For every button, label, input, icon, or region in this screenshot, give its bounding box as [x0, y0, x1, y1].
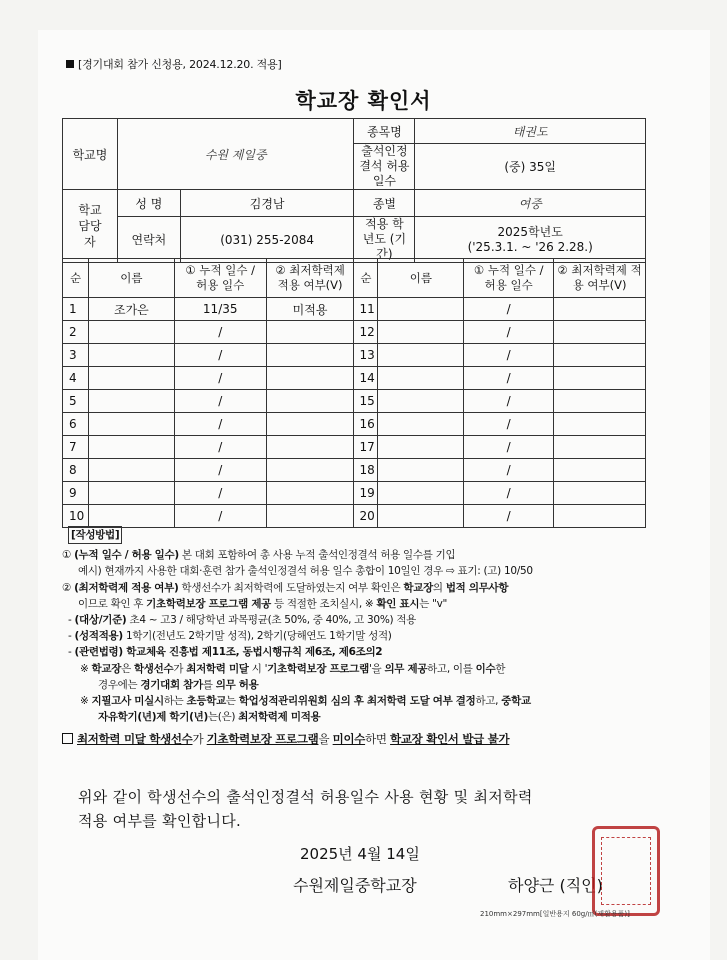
days-label: 출석인정결석 허용 일수 — [354, 144, 415, 190]
header-cumul-right: ① 누적 일수 / 허용 일수 — [464, 259, 554, 298]
student-name — [378, 390, 464, 413]
row-num: 17 — [354, 436, 378, 459]
table-row — [63, 321, 646, 344]
min-standard — [266, 482, 354, 505]
student-name — [378, 505, 464, 528]
row-num: 7 — [63, 436, 89, 459]
form-header-note — [66, 56, 282, 72]
table-row — [63, 482, 646, 505]
cumulative-days: / — [464, 436, 554, 459]
info-table — [62, 118, 646, 263]
cumulative-days: / — [174, 344, 266, 367]
row-num: 5 — [63, 390, 89, 413]
cumulative-days: 11/35 — [174, 298, 266, 321]
days-value: (중) 35일 — [415, 144, 646, 190]
cumulative-days: / — [464, 321, 554, 344]
method-line-5: - (대상/기준) 초4 ~ 고3 / 해당학년 과목평균(초 50%, 중 40%, 고 30%) 적용 — [68, 614, 417, 627]
student-name — [88, 413, 174, 436]
method-title: [작성방법] — [68, 526, 122, 544]
min-standard — [266, 459, 354, 482]
student-name — [378, 459, 464, 482]
cumulative-days: / — [464, 344, 554, 367]
confirmation-line-1: 위와 같이 학생선수의 출석인정결석 허용일수 사용 현황 및 최저학력 — [78, 788, 533, 806]
table-row — [63, 436, 646, 459]
student-name — [378, 482, 464, 505]
row-num: 9 — [63, 482, 89, 505]
min-standard — [266, 413, 354, 436]
year-value: 2025학년도 — [497, 224, 563, 239]
header-num-left: 순 — [63, 259, 89, 298]
contact-label: 연락처 — [117, 217, 180, 263]
cumulative-days: / — [464, 367, 554, 390]
cumulative-days: / — [174, 413, 266, 436]
row-num: 11 — [354, 298, 378, 321]
writing-method — [62, 526, 662, 748]
table-header-row — [63, 259, 646, 298]
table-row — [63, 505, 646, 528]
student-name — [378, 321, 464, 344]
header-note-text: [경기대회 참가 신청용, 2024.12.20. 적용] — [78, 58, 282, 71]
square-bullet-icon — [66, 60, 74, 68]
gender-label: 종별 — [354, 190, 415, 217]
min-standard — [266, 505, 354, 528]
gender-value: 여중 — [415, 190, 646, 217]
header-cumul-left: ① 누적 일수 / 허용 일수 — [174, 259, 266, 298]
official-seal-icon — [592, 826, 660, 916]
header-min-right: ② 최저학력제 적용 여부(V) — [554, 259, 646, 298]
student-name — [88, 344, 174, 367]
table-row — [63, 459, 646, 482]
header-min-left: ② 최저학력제 적용 여부(V) — [266, 259, 354, 298]
student-name — [378, 344, 464, 367]
table-row — [63, 367, 646, 390]
row-num: 18 — [354, 459, 378, 482]
min-standard — [266, 367, 354, 390]
cumulative-days: / — [174, 321, 266, 344]
name-value: 김경남 — [180, 190, 354, 217]
method-line-4: 이므로 확인 후 기초학력보장 프로그램 제공 등 적절한 조치실시, ※ 확인 표시는 "v" — [78, 597, 448, 610]
student-name — [88, 390, 174, 413]
row-num: 1 — [63, 298, 89, 321]
cumulative-days: / — [464, 298, 554, 321]
row-num: 15 — [354, 390, 378, 413]
min-standard — [554, 298, 646, 321]
row-num: 2 — [63, 321, 89, 344]
cumulative-days: / — [464, 459, 554, 482]
year-period: ('25.3.1. ~ '26 2.28.) — [467, 239, 593, 254]
principal-name: 하양근 (직인) — [508, 876, 603, 895]
row-num: 12 — [354, 321, 378, 344]
student-name — [88, 505, 174, 528]
min-standard — [266, 344, 354, 367]
method-warning: 최저학력 미달 학생선수가 기초학력보장 프로그램을 미이수하면 학교장 확인서 발급 불가 — [62, 731, 662, 747]
row-num: 16 — [354, 413, 378, 436]
student-name — [88, 459, 174, 482]
method-line-11: 자유학기(년)제 학기(년)는(은) 최저학력제 미적용 — [98, 711, 321, 724]
cumulative-days: / — [464, 505, 554, 528]
method-line-8: ※ 학교장은 학생선수가 최저학력 미달 시 '기초학력보장 프로그램'을 의무 제공하고, 이를 이수한 — [80, 662, 506, 675]
header-name-right: 이름 — [378, 259, 464, 298]
cumulative-days: / — [464, 482, 554, 505]
cumulative-days: / — [174, 505, 266, 528]
cumulative-days: / — [174, 459, 266, 482]
student-name — [378, 436, 464, 459]
cumulative-days: / — [174, 390, 266, 413]
min-standard: 미적용 — [266, 298, 354, 321]
min-standard — [266, 390, 354, 413]
min-standard — [554, 459, 646, 482]
table-row — [63, 344, 646, 367]
min-standard — [554, 321, 646, 344]
school-label: 학교명 — [63, 119, 118, 190]
student-table — [62, 258, 646, 528]
min-standard — [554, 390, 646, 413]
row-num: 10 — [63, 505, 89, 528]
paper-spec-footer: 210mm×297mm[일반용지 60g/㎡(재활용품)] — [480, 910, 630, 918]
row-num: 3 — [63, 344, 89, 367]
school-value: 수원 제일중 — [117, 119, 354, 190]
year-label: 적용 학년도 (기간) — [354, 217, 415, 263]
cumulative-days: / — [174, 436, 266, 459]
confirmation-line-2: 적용 여부를 확인합니다. — [78, 812, 242, 830]
year-cell — [415, 217, 646, 263]
document-title: 학교장 확인서 — [295, 89, 432, 113]
table-row — [63, 298, 646, 321]
confirmation-text — [78, 785, 533, 833]
header-name-left: 이름 — [88, 259, 174, 298]
staff-label: 학교 담당자 — [63, 190, 118, 263]
cumulative-days: / — [464, 413, 554, 436]
cumulative-days: / — [174, 367, 266, 390]
method-line-1: ① (누적 일수 / 허용 일수) 본 대회 포함하여 총 사용 누적 출석인정결석 허용 일수를 기입 — [62, 549, 456, 562]
method-line-3: ② (최저학력제 적용 여부) 학생선수가 최저학력에 도달하였는지 여부 확인은 학교장의 법적 의무사항 — [62, 581, 509, 594]
school-principal-title: 수원제일중학교장 — [293, 876, 417, 895]
min-standard — [554, 344, 646, 367]
student-name — [378, 413, 464, 436]
row-num: 8 — [63, 459, 89, 482]
row-num: 6 — [63, 413, 89, 436]
event-label: 종목명 — [354, 119, 415, 144]
student-name — [88, 367, 174, 390]
cumulative-days: / — [464, 390, 554, 413]
min-standard — [554, 367, 646, 390]
student-name: 조가은 — [88, 298, 174, 321]
table-row — [63, 390, 646, 413]
student-name — [88, 436, 174, 459]
warning-box-icon — [62, 733, 73, 744]
row-num: 20 — [354, 505, 378, 528]
name-label: 성 명 — [117, 190, 180, 217]
event-value: 태권도 — [415, 119, 646, 144]
min-standard — [554, 482, 646, 505]
min-standard — [554, 436, 646, 459]
student-name — [378, 298, 464, 321]
min-standard — [554, 505, 646, 528]
method-line-10: ※ 지필고사 미실시하는 초등학교는 학업성적관리위원회 심의 후 최저학력 도달 여부 결정하고, 중학교 — [80, 695, 531, 708]
method-line-6: - (성적적용) 1학기(전년도 2학기말 성적), 2학기(당해연도 1학기말 성적) — [68, 630, 392, 643]
table-row — [63, 413, 646, 436]
row-num: 19 — [354, 482, 378, 505]
student-name — [88, 482, 174, 505]
issue-date: 2025년 4월 14일 — [300, 845, 420, 863]
method-line-2: 예시) 현재까지 사용한 대회·훈련 참가 출석인정결석 허용 일수 총합이 10일인 경우 ⇨ 표기: (고) 10/50 — [78, 565, 533, 578]
method-line-7: - (관련법령) 학교체육 진흥법 제11조, 동법시행규칙 제6조, 제6조의2 — [68, 646, 383, 659]
student-name — [378, 367, 464, 390]
cumulative-days: / — [174, 482, 266, 505]
min-standard — [266, 321, 354, 344]
row-num: 13 — [354, 344, 378, 367]
row-num: 4 — [63, 367, 89, 390]
contact-value: (031) 255-2084 — [180, 217, 354, 263]
method-line-9: 경우에는 경기대회 참가를 의무 허용 — [98, 678, 259, 691]
min-standard — [554, 413, 646, 436]
min-standard — [266, 436, 354, 459]
student-name — [88, 321, 174, 344]
header-num-right: 순 — [354, 259, 378, 298]
row-num: 14 — [354, 367, 378, 390]
